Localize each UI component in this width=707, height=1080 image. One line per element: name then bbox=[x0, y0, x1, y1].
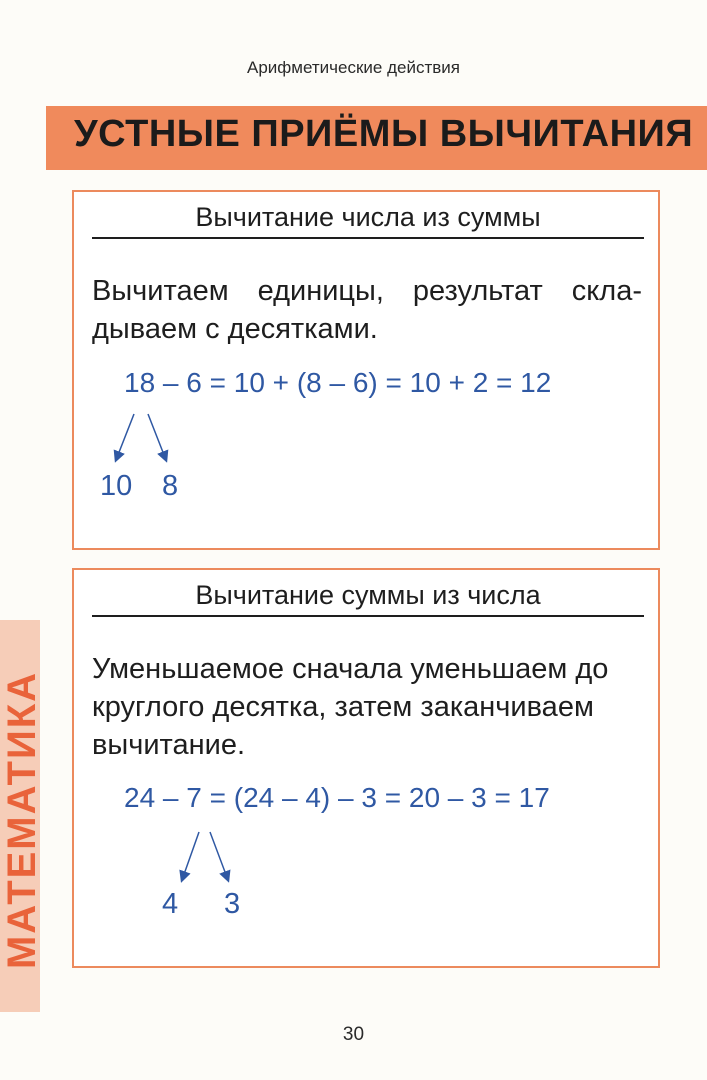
arrow-right bbox=[210, 832, 228, 880]
page-number: 30 bbox=[342, 1024, 365, 1045]
arrow-right bbox=[148, 414, 166, 460]
decomposition-part: 10 bbox=[100, 470, 133, 502]
running-head: Арифметические действия bbox=[247, 58, 460, 77]
section-heading: Вычитание суммы из числа bbox=[92, 580, 644, 617]
arrow-left bbox=[182, 832, 199, 880]
rule-text: Вычитаем единицы, результат скла-дываем с десятками. bbox=[92, 275, 642, 345]
decomposition-part: 3 bbox=[224, 888, 241, 920]
example-expression: 24 – 7 = (24 – 4) – 3 = 20 – 3 = 17 bbox=[124, 782, 550, 813]
section-card-subtract-sum-from-number bbox=[72, 568, 660, 968]
side-label: МАТЕМАТИКА bbox=[0, 670, 44, 970]
example-expression: 18 – 6 = 10 + (8 – 6) = 10 + 2 = 12 bbox=[124, 367, 552, 398]
decomposition-part: 8 bbox=[162, 470, 179, 502]
section-heading: Вычитание числа из суммы bbox=[92, 202, 644, 239]
section-card-subtract-number-from-sum bbox=[72, 190, 660, 550]
arrow-left bbox=[116, 414, 134, 460]
decomposition-part: 4 bbox=[162, 888, 179, 920]
page-title: УСТНЫЕ ПРИЁМЫ ВЫЧИТАНИЯ bbox=[74, 113, 694, 155]
rule-text: Уменьшаемое сначала уменьшаем до круглого десятка, затем заканчиваем вычитание. bbox=[92, 653, 609, 761]
